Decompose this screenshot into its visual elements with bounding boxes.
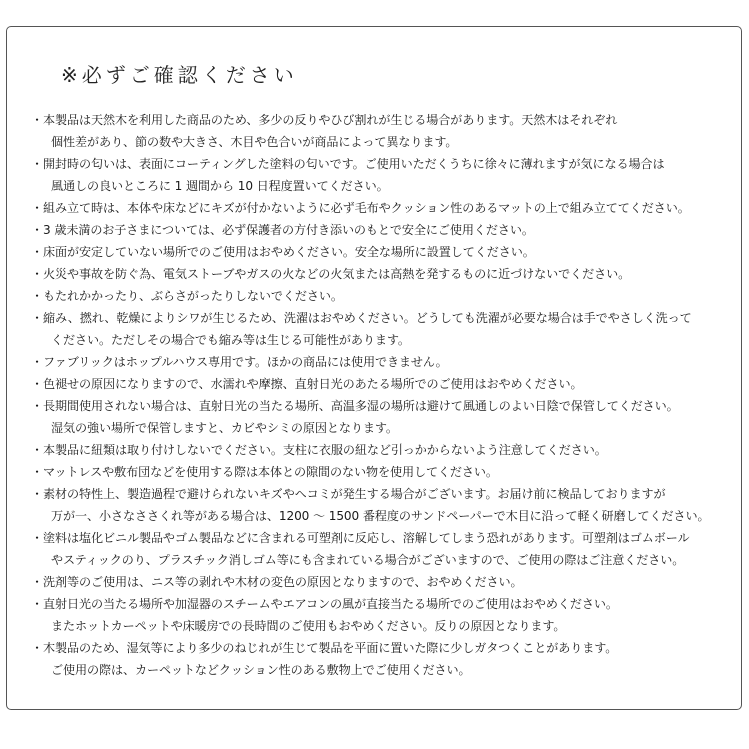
note-item xyxy=(31,527,709,571)
note-item xyxy=(31,483,709,527)
note-continuation-line: 万が一、小さなささくれ等がある場合は、1200 ～ 1500 番程度のサンドペーパーで木目に沿って軽く研磨してください。 xyxy=(51,509,710,523)
note-line: ・素材の特性上、製造過程で避けられないキズやヘコミが発生する場合がございます。お届け前に検品しておりますが xyxy=(31,487,666,501)
note-item xyxy=(31,307,709,351)
note-line: ・塗料は塩化ビニル製品やゴム製品などに含まれる可塑剤に反応し、溶解してしまう恐れがあります。可塑剤はゴムボール xyxy=(31,531,690,545)
note-line: ・本製品に紐類は取り付けしないでください。支柱に衣服の紐など引っかからないよう注意してください。 xyxy=(31,443,607,457)
note-line: ・床面が安定していない場所でのご使用はおやめください。安全な場所に設置してください。 xyxy=(31,245,535,259)
note-item xyxy=(31,439,709,461)
note-line: ・もたれかかったり、ぶらさがったりしないでください。 xyxy=(31,289,343,303)
note-line: ・マットレスや敷布団などを使用する際は本体との隙間のない物を使用してください。 xyxy=(31,465,498,479)
note-continuation-line: またホットカーペットや床暖房での長時間のご使用もおやめください。反りの原因となります。 xyxy=(51,619,566,633)
note-item xyxy=(31,285,709,307)
note-line: ・火災や事故を防ぐ為、電気ストーブやガスの火などの火気または高熱を発するものに近づけないでください。 xyxy=(31,267,631,281)
note-item xyxy=(31,571,709,593)
note-line: ・本製品は天然木を利用した商品のため、多少の反りやひび割れが生じる場合があります。天然木はそれぞれ xyxy=(31,113,618,127)
note-item xyxy=(31,461,709,483)
note-item xyxy=(31,395,709,439)
note-item xyxy=(31,593,709,637)
notice-title: ※必ずご確認ください xyxy=(61,63,298,87)
note-line: ・色褪せの原因になりますので、水濡れや摩擦、直射日光のあたる場所でのご使用はおやめください。 xyxy=(31,377,583,391)
note-line: ・組み立て時は、本体や床などにキズが付かないように必ず毛布やクッション性のあるマットの上で組み立ててください。 xyxy=(31,201,690,215)
note-item xyxy=(31,219,709,241)
note-line: ・直射日光の当たる場所や加湿器のスチームやエアコンの風が直接当たる場所でのご使用はおやめください。 xyxy=(31,597,618,611)
note-item xyxy=(31,197,709,219)
note-line: ・縮み、撚れ、乾燥によりシワが生じるため、洗濯はおやめください。どうしても洗濯が必要な場合は手でやさしく洗って xyxy=(31,311,692,325)
note-line: ・3 歳未満のお子さまについては、必ず保護者の方付き添いのもとで安全にご使用ください。 xyxy=(31,223,534,237)
note-line: ・開封時の匂いは、表面にコーティングした塗料の匂いです。ご使用いただくうちに徐々に薄れますが気になる場合は xyxy=(31,157,665,171)
note-line: ・ファブリックはホップルハウス専用です。ほかの商品には使用できません。 xyxy=(31,355,448,369)
note-item xyxy=(31,351,709,373)
note-item xyxy=(31,109,709,153)
note-line: ・長期間使用されない場合は、直射日光の当たる場所、高温多湿の場所は避けて風通しのよい日陰で保管してください。 xyxy=(31,399,679,413)
note-continuation-line: やスティックのり、プラスチック消しゴム等にも含まれている場合がございますので、ご使用の際はご注意ください。 xyxy=(51,553,685,567)
note-continuation-line: 個性差があり、節の数や大きさ、木目や色合いが商品によって異なります。 xyxy=(51,135,458,149)
note-continuation-line: ご使用の際は、カーペットなどクッション性のある敷物上でご使用ください。 xyxy=(51,663,471,677)
note-item xyxy=(31,373,709,395)
note-item xyxy=(31,263,709,285)
note-line: ・洗剤等のご使用は、ニス等の剥れや木材の変色の原因となりますので、おやめください。 xyxy=(31,575,523,589)
note-continuation-line: 風通しの良いところに 1 週間から 10 日程度置いてください。 xyxy=(51,179,389,193)
note-item xyxy=(31,153,709,197)
note-line: ・木製品のため、湿気等により多少のねじれが生じて製品を平面に置いた際に少しガタつくことがあります。 xyxy=(31,641,618,655)
note-item xyxy=(31,241,709,263)
notes-list xyxy=(31,109,709,681)
notice-card xyxy=(6,26,742,710)
note-item xyxy=(31,637,709,681)
note-continuation-line: 湿気の強い場所で保管しますと、カビやシミの原因となります。 xyxy=(51,421,398,435)
note-continuation-line: ください。ただしその場合でも縮み等は生じる可能性があります。 xyxy=(51,333,410,347)
